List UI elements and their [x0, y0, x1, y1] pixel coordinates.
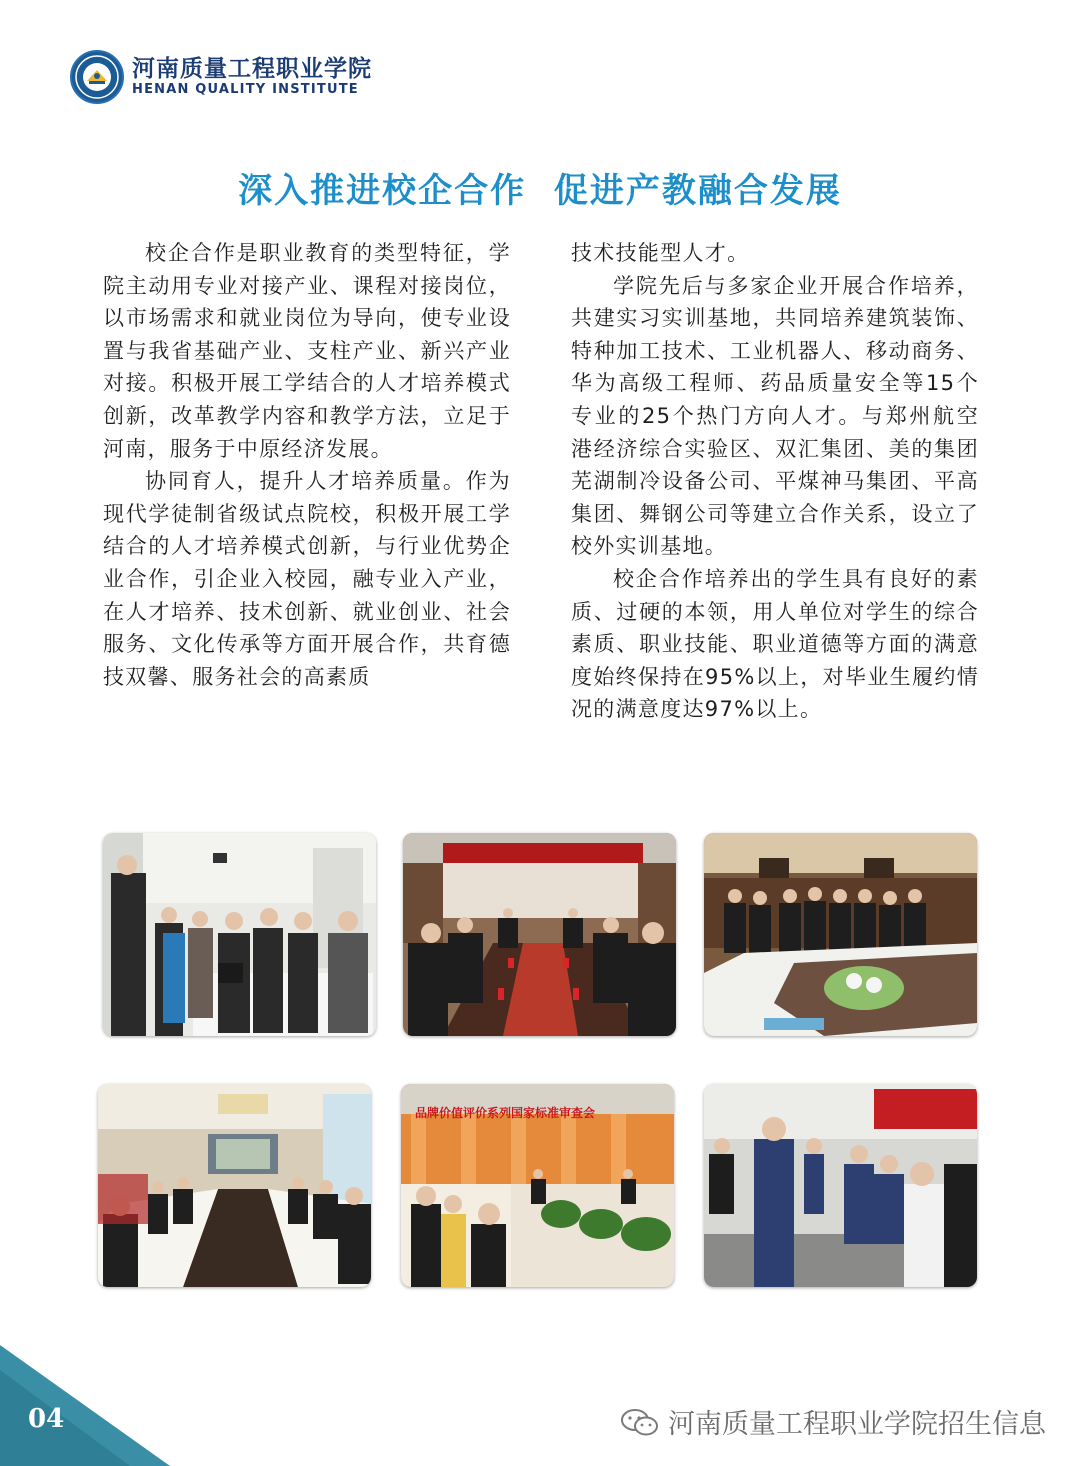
photo-group-signing: [704, 833, 977, 1036]
wechat-icon: [620, 1407, 660, 1437]
paragraph-3: 学院先后与多家企业开展合作培养，共建实习实训基地，共同培养建筑装饰、特种加工技术、工业机器人、移动商务、华为高级工程师、药品质量安全等15个专业的25个热门方向人才。与郑州航空港经济综合实验区、双汇集团、美的集团芜湖制冷设备公司、平煤神马集团、平高集团、舞钢公司等建立合作关系，设立了校外实训基地。: [571, 273, 979, 559]
photo-office-visit: [103, 833, 376, 1036]
photo-review-meeting: [401, 1084, 674, 1287]
paragraph-1: 校企合作是职业教育的类型特征，学院主动用专业对接产业、课程对接岗位，以市场需求和就业岗位为导向，使专业设置与我省基础产业、支柱产业、新兴产业对接。积极开展工学结合的人才培养模式创新，改革教学内容和教学方法，立足于河南，服务于中原经济发展。: [103, 241, 511, 461]
paragraph-4: 校企合作培养出的学生具有良好的素质、过硬的本领，用人单位对学生的综合素质、职业技能、职业道德等方面的满意度始终保持在95%以上，对毕业生履约情况的满意度达97%以上。: [571, 566, 979, 722]
logo-chinese-name: 河南质量工程职业学院: [132, 56, 372, 82]
page-number: 04: [28, 1404, 65, 1434]
wechat-account-watermark: [620, 1402, 1046, 1441]
corner-decoration: [0, 1345, 170, 1466]
body-left-column: [103, 237, 511, 693]
paragraph-2-continued: 技术技能型人才。: [571, 241, 750, 265]
page-title: 深入推进校企合作 促进产教融合发展: [238, 171, 842, 211]
photo-meeting-room-screen: [98, 1084, 371, 1287]
wechat-account-name: 河南质量工程职业学院招生信息: [668, 1409, 1046, 1440]
institute-logo: [70, 50, 372, 104]
paragraph-2: 协同育人，提升人才培养质量。作为现代学徒制省级试点院校，积极开展工学结合的人才培养模式创新，与行业优势企业合作，引企业入校园，融专业入产业，在人才培养、技术创新、就业创业、社会服务、文化传承等方面开展合作，共育德技双馨、服务社会的高素质: [103, 469, 511, 689]
banner-text: 品牌价值评价系列国家标准审查会: [415, 1106, 596, 1120]
logo-english-name: HENAN QUALITY INSTITUTE: [132, 82, 359, 97]
photo-conference-red-banner: [403, 833, 676, 1036]
body-right-column: [571, 237, 979, 726]
institute-seal-icon: [70, 50, 124, 104]
photo-students-service: [704, 1084, 977, 1287]
